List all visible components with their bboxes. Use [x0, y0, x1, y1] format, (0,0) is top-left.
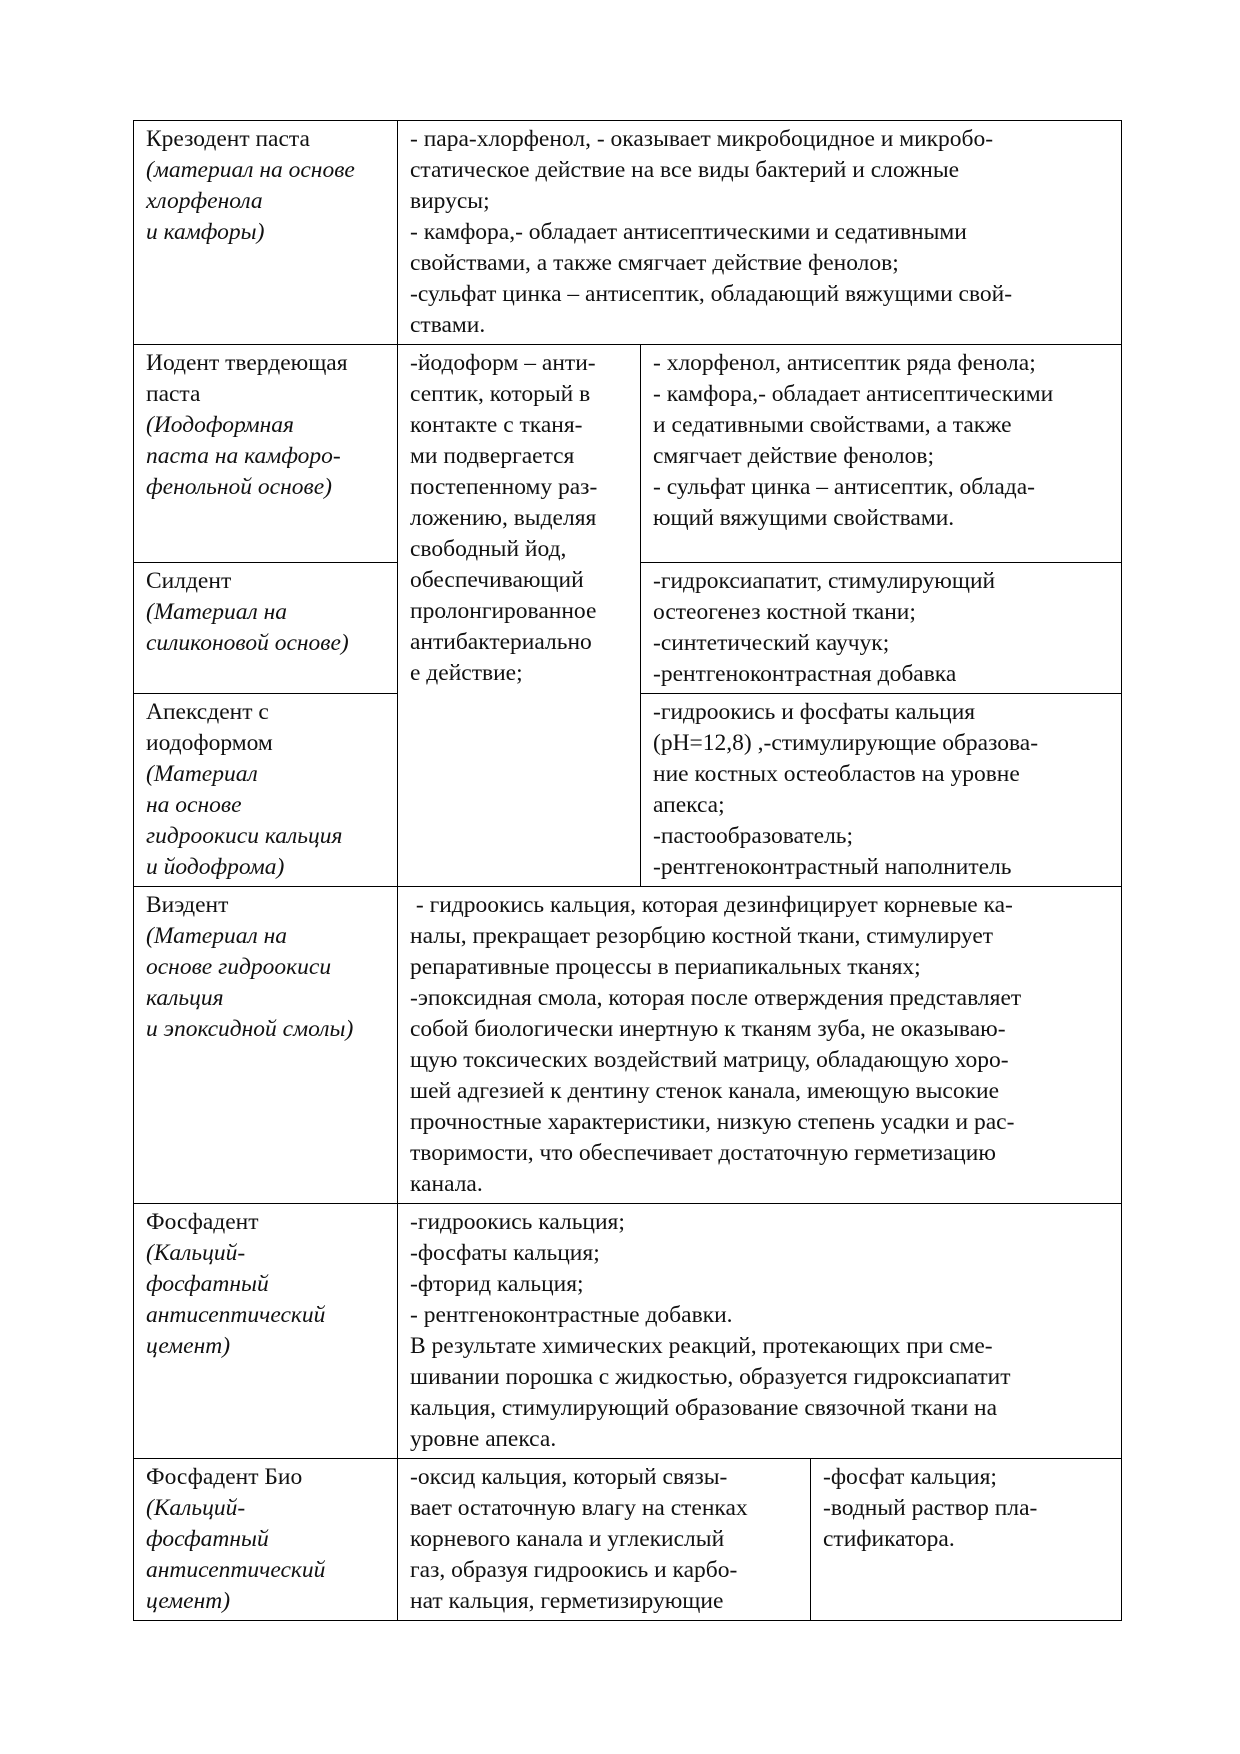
composition-cell — [398, 887, 1122, 1204]
composition-line: налы, прекращает резорбцию костной ткани, стимулирует — [410, 923, 994, 949]
material-name: Крезодент паста — [146, 126, 310, 152]
material-description: фосфатный — [146, 1271, 269, 1297]
composition-cell — [641, 345, 1122, 563]
material-description: фосфатный — [146, 1526, 269, 1552]
shared-iodoform-cell — [398, 345, 641, 887]
table-row — [134, 345, 1122, 563]
material-description: паста на камфоро- — [146, 443, 341, 469]
material-description: и камфоры) — [146, 219, 265, 245]
composition-line: обеспечивающий — [410, 567, 584, 593]
composition-line: -фторид кальция; — [410, 1271, 584, 1297]
composition-cell-right — [811, 1459, 1122, 1621]
composition-line: вирусы; — [410, 188, 490, 214]
composition-line: свободный йод, — [410, 536, 567, 562]
composition-cell — [398, 1204, 1122, 1459]
composition-line: шивании порошка с жидкостью, образуется гидроксиапатит — [410, 1364, 1011, 1390]
composition-line: остеогенез костной ткани; — [653, 599, 916, 625]
material-description: (Материал — [146, 761, 258, 787]
composition-line: ложению, выделяя — [410, 505, 597, 531]
composition-line: ние костных остеобластов на уровне — [653, 761, 1020, 787]
composition-line: пролонгированное — [410, 598, 597, 624]
material-name: Фосфадент Био — [146, 1464, 303, 1490]
table-row — [134, 1459, 1122, 1621]
composition-line: -оксид кальция, который связы- — [410, 1464, 728, 1490]
composition-line: уровне апекса. — [410, 1426, 557, 1452]
material-description: (Материал на — [146, 923, 287, 949]
material-description: гидроокиси кальция — [146, 823, 343, 849]
composition-line: вает остаточную влагу на стенках — [410, 1495, 748, 1521]
composition-line: - сульфат цинка – антисептик, облада- — [653, 474, 1035, 500]
composition-line: ми подвергается — [410, 443, 575, 469]
material-description: (материал на основе — [146, 157, 355, 183]
composition-line: -гидроксиапатит, стимулирующий — [653, 568, 996, 594]
composition-line: апекса; — [653, 792, 725, 818]
composition-line: -фосфат кальция; — [823, 1464, 997, 1490]
composition-line: ствами. — [410, 312, 486, 338]
composition-line: -йодоформ – анти- — [410, 350, 596, 376]
material-name: Силдент — [146, 568, 232, 594]
composition-line: е действие; — [410, 660, 523, 686]
material-description: хлорфенола — [146, 188, 263, 214]
composition-line: септик, который в — [410, 381, 591, 407]
composition-line: -гидроокись и фосфаты кальция — [653, 699, 976, 725]
composition-line: кальция, стимулирующий образование связочной ткани на — [410, 1395, 998, 1421]
material-description: кальция — [146, 985, 224, 1011]
composition-line: канала. — [410, 1171, 483, 1197]
material-description: цемент) — [146, 1588, 231, 1614]
table-row — [134, 121, 1122, 345]
material-description: (Иодоформная — [146, 412, 294, 438]
composition-cell-left — [398, 1459, 811, 1621]
material-name: иодоформом — [146, 730, 273, 756]
composition-line: щую токсических воздействий матрицу, обладающую хоро- — [410, 1047, 1009, 1073]
material-description: антисептический — [146, 1557, 326, 1583]
composition-line: антибактериально — [410, 629, 592, 655]
composition-cell — [398, 121, 1122, 345]
table-row — [134, 887, 1122, 1204]
material-description: и эпоксидной смолы) — [146, 1016, 354, 1042]
composition-line: газ, образуя гидроокись и карбо- — [410, 1557, 738, 1583]
composition-line: - камфора,- обладает антисептическими и седативными — [410, 219, 967, 245]
composition-line: стификатора. — [823, 1526, 955, 1552]
composition-line: В результате химических реакций, протекающих при сме- — [410, 1333, 993, 1359]
material-name-cell — [134, 563, 398, 694]
material-description: на основе — [146, 792, 242, 818]
material-name-cell — [134, 121, 398, 345]
composition-line: шей адгезией к дентину стенок канала, имеющую высокие — [410, 1078, 1000, 1104]
composition-line: -рентгеноконтрастный наполнитель — [653, 854, 1012, 880]
table-row — [134, 1204, 1122, 1459]
composition-line: ющий вяжущими свойствами. — [653, 505, 955, 531]
material-name: Апексдент с — [146, 699, 269, 725]
composition-line: (pH=12,8) ,-стимулирующие образова- — [653, 730, 1039, 756]
material-name-cell — [134, 1459, 398, 1621]
material-name: Виэдент — [146, 892, 229, 918]
composition-line: прочностные характеристики, низкую степень усадки и рас- — [410, 1109, 1015, 1135]
material-description: (Кальций- — [146, 1240, 246, 1266]
materials-table — [133, 120, 1122, 1621]
composition-line: -водный раствор пла- — [823, 1495, 1038, 1521]
composition-line: корневого канала и углекислый — [410, 1526, 725, 1552]
composition-line: -фосфаты кальция; — [410, 1240, 600, 1266]
composition-line: и седативными свойствами, а также — [653, 412, 1012, 438]
composition-line: -гидроокись кальция; — [410, 1209, 625, 1235]
composition-line: репаративные процессы в периапикальных тканях; — [410, 954, 921, 980]
composition-line: -рентгеноконтрастная добавка — [653, 661, 957, 687]
material-name-cell — [134, 694, 398, 887]
composition-line: -пастообразователь; — [653, 823, 854, 849]
material-description: (Кальций- — [146, 1495, 246, 1521]
composition-line: постепенному раз- — [410, 474, 598, 500]
material-description: цемент) — [146, 1333, 231, 1359]
composition-line: контакте с тканя- — [410, 412, 583, 438]
composition-line: -эпоксидная смола, которая после отверждения представляет — [410, 985, 1022, 1011]
composition-line: - гидроокись кальция, которая дезинфицирует корневые ка- — [410, 892, 1013, 918]
material-description: основе гидроокиси — [146, 954, 332, 980]
composition-line: -синтетический каучук; — [653, 630, 890, 656]
material-name: Иодент твердеющая — [146, 350, 348, 376]
material-description: фенольной основе) — [146, 474, 332, 500]
composition-line: - рентгеноконтрастные добавки. — [410, 1302, 733, 1328]
composition-line: - хлорфенол, антисептик ряда фенола; — [653, 350, 1036, 376]
composition-line: -сульфат цинка – антисептик, обладающий вяжущими свой- — [410, 281, 1013, 307]
material-description: силиконовой основе) — [146, 630, 349, 656]
material-name-cell — [134, 887, 398, 1204]
material-name: Фосфадент — [146, 1209, 259, 1235]
composition-cell — [641, 694, 1122, 887]
material-description: антисептический — [146, 1302, 326, 1328]
composition-line: свойствами, а также смягчает действие фенолов; — [410, 250, 899, 276]
composition-line: нат кальция, герметизирующие — [410, 1588, 724, 1614]
composition-line: творимости, что обеспечивает достаточную герметизацию — [410, 1140, 996, 1166]
composition-cell — [641, 563, 1122, 694]
material-name-cell — [134, 1204, 398, 1459]
composition-line: - камфора,- обладает антисептическими — [653, 381, 1054, 407]
material-name-cell — [134, 345, 398, 563]
composition-line: собой биологически инертную к тканям зуба, не оказываю- — [410, 1016, 1006, 1042]
material-description: (Материал на — [146, 599, 287, 625]
material-description: и йодофрома) — [146, 854, 285, 880]
material-name: паста — [146, 381, 201, 407]
composition-line: смягчает действие фенолов; — [653, 443, 934, 469]
composition-line: - пара-хлорфенол, - оказывает микробоцидное и микробо- — [410, 126, 994, 152]
composition-line: статическое действие на все виды бактерий и сложные — [410, 157, 960, 183]
